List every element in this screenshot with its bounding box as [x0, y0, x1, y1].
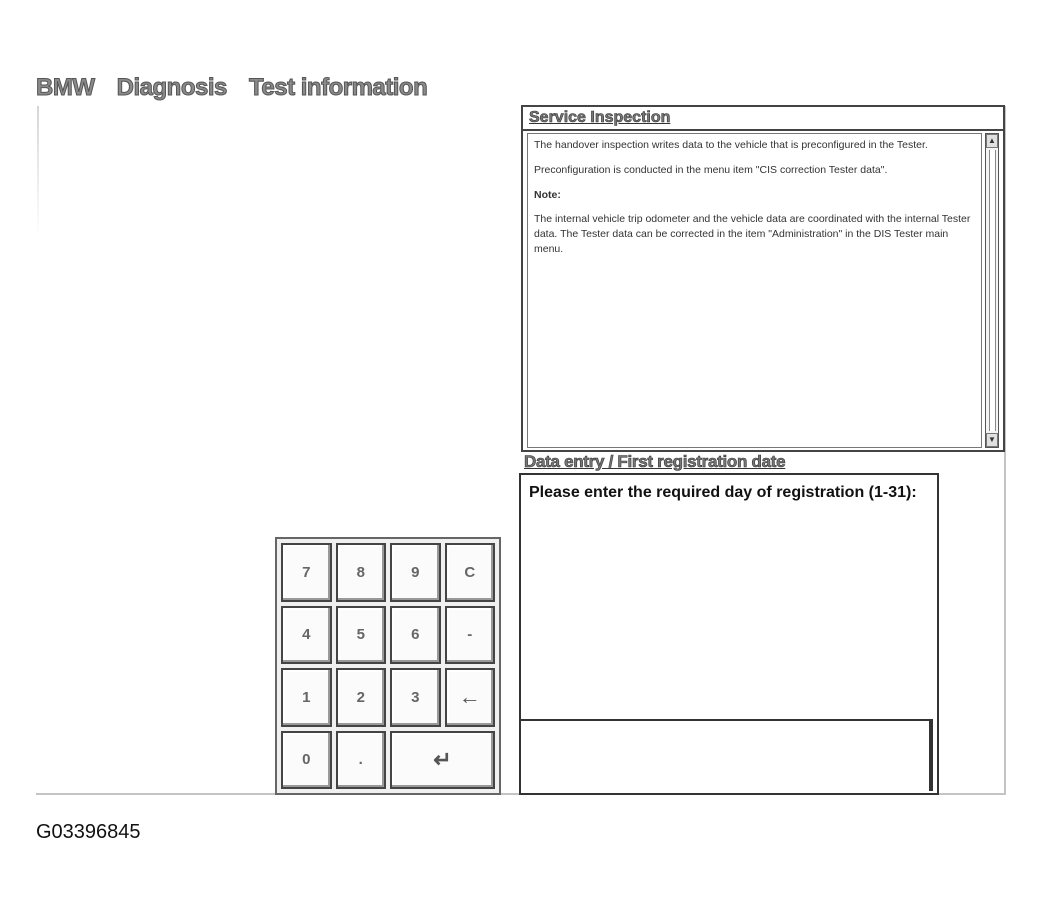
- backspace-arrow-icon: ←: [458, 684, 481, 710]
- key-2[interactable]: 2: [336, 668, 387, 727]
- key-5[interactable]: 5: [336, 606, 387, 665]
- key-decimal[interactable]: .: [336, 731, 387, 790]
- entry-prompt: Please enter the required day of registration (1-31):: [529, 484, 917, 501]
- numeric-keypad: [275, 537, 501, 795]
- key-7[interactable]: 7: [281, 543, 332, 602]
- key-clear[interactable]: C: [445, 543, 496, 602]
- info-panel-text[interactable]: [527, 133, 982, 448]
- key-4[interactable]: 4: [281, 606, 332, 665]
- entry-panel-title: Data entry / First registration date: [524, 452, 786, 471]
- registration-day-input[interactable]: [521, 719, 933, 791]
- key-6[interactable]: 6: [390, 606, 441, 665]
- note-paragraph: The internal vehicle trip odometer and the vehicle data are coordinated with the internal Tester data. The Tester data can be corrected in the item "Administration" in the DIS Tester main menu.: [534, 212, 971, 256]
- key-backspace[interactable]: [445, 668, 496, 727]
- header-brand: BMW: [36, 74, 95, 101]
- key-enter[interactable]: [390, 731, 495, 790]
- key-8[interactable]: 8: [336, 543, 387, 602]
- enter-arrow-icon: ↵: [433, 746, 452, 772]
- key-0[interactable]: 0: [281, 731, 332, 790]
- key-minus[interactable]: -: [445, 606, 496, 665]
- info-scrollbar[interactable]: [985, 133, 999, 448]
- left-divider: [37, 106, 39, 238]
- header-section: Diagnosis: [116, 74, 227, 101]
- key-3[interactable]: 3: [390, 668, 441, 727]
- scroll-track[interactable]: [989, 150, 996, 431]
- info-paragraph: The handover inspection writes data to the vehicle that is preconfigured in the Tester.: [534, 139, 928, 151]
- header-area: Test information: [249, 74, 428, 101]
- entry-panel: [519, 473, 939, 795]
- info-paragraph: Preconfiguration is conducted in the menu item "CIS correction Tester data".: [534, 164, 888, 177]
- scroll-up-icon[interactable]: ▲: [986, 134, 998, 148]
- info-panel: [521, 105, 1005, 452]
- scroll-down-icon[interactable]: ▼: [986, 433, 998, 447]
- figure-id: G03396845: [36, 821, 141, 843]
- key-9[interactable]: 9: [390, 543, 441, 602]
- app-header: [36, 74, 443, 102]
- key-1[interactable]: 1: [281, 668, 332, 727]
- note-label: Note:: [534, 189, 561, 202]
- info-panel-title: Service Inspection: [523, 107, 1003, 131]
